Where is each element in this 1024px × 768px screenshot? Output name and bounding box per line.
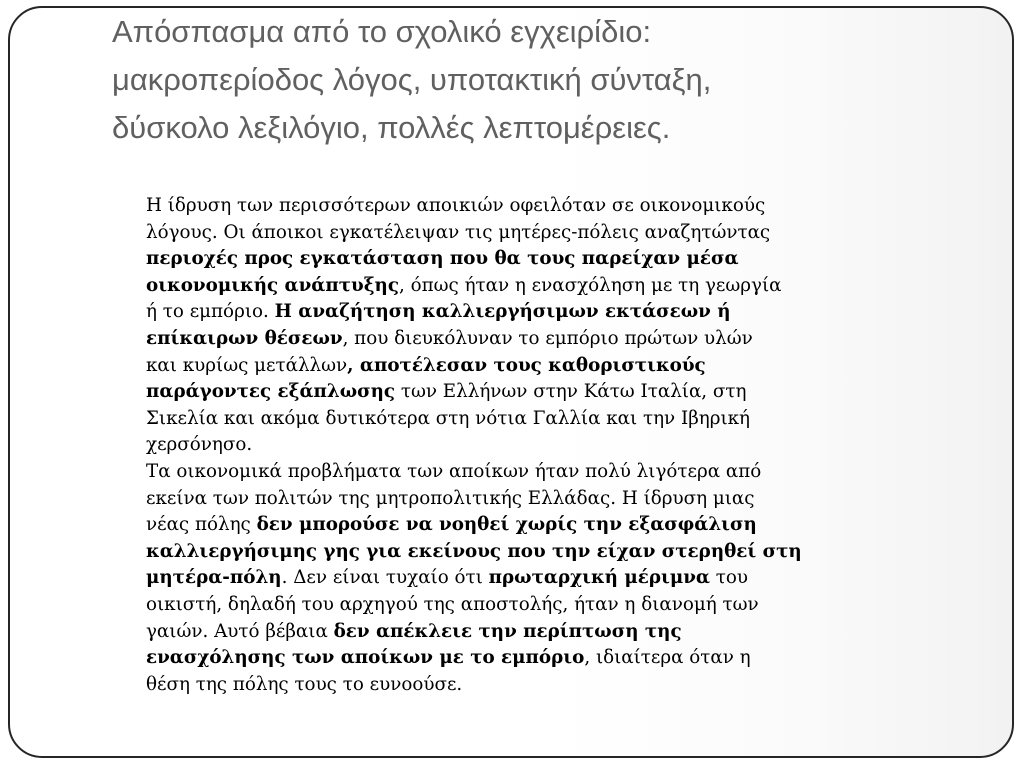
bold-phrase: , αποτέλεσαν τους καθοριστικούς [347,354,706,376]
text-run: θέση της πόλης τους το ευνοούσε. [146,673,463,695]
text-run: , που διευκόλυναν το εμπόριο πρώτων υλών [342,327,753,349]
bold-phrase: πρωταρχική μέριμνα [488,567,710,589]
slide-title-line: Απόσπασμα από το σχολικό εγχειρίδιο: [112,14,652,49]
text-run: Η ίδρυση των περισσότερων αποικιών οφειλόταν σε οικονομικούς [146,195,766,216]
excerpt-line [146,406,976,433]
bold-phrase: δεν απέκλειε την περίπτωση της [333,620,682,642]
text-run: του [709,567,749,589]
excerpt-line [146,672,976,699]
excerpt-line [146,619,976,646]
bold-phrase: καλλιεργήσιμης γης για εκείνους που την είχαν στερηθεί στη [146,540,802,562]
excerpt-line [146,459,976,486]
excerpt-line [146,645,976,672]
slide-title [112,8,1012,152]
slide-title-line: μακροπερίοδος λόγος, υποτακτική σύνταξη, [112,62,712,97]
bold-phrase: Η αναζήτηση καλλιεργήσιμων εκτάσεων ή [274,301,731,323]
text-run: . Δεν είναι τυχαίο ότι [281,567,489,589]
excerpt-line [146,220,976,247]
bold-phrase: μητέρα-πόλη [146,567,282,589]
excerpt-line [146,299,976,326]
text-run: Σικελία και ακόμα δυτικότερα στη νότια Γαλλία και την Ιβηρική [146,407,751,429]
text-run: λόγους. Οι άποικοι εγκατέλειψαν τις μητέρες-πόλεις αναζητώντας [146,221,771,243]
slide-title-line: δύσκολο λεξιλόγιο, πολλές λεπτομέρειες. [112,110,671,145]
excerpt-body [146,193,976,698]
text-run: οικιστή, δηλαδή του αρχηγού της αποστολής, ήταν η διανομή των [146,593,759,615]
text-run: των Ελλήνων στην Κάτω Ιταλία, στη [395,381,747,403]
bold-phrase: δεν μπορούσε να νοηθεί χωρίς την εξασφάλιση [256,514,757,536]
excerpt-line [146,592,976,619]
text-run: , όπως ήταν η ενασχόληση με τη γεωργία [398,274,782,296]
bold-phrase: περιοχές προς εγκατάσταση που θα τους παρείχαν μέσα [146,248,739,270]
bold-phrase: επίκαιρων θέσεων [146,327,343,349]
text-run: χερσόνησο. [146,434,253,456]
bold-phrase: οικονομικής ανάπτυξης [146,274,399,296]
excerpt-line [146,565,976,592]
text-run: και κυρίως μετάλλων [146,354,348,376]
excerpt-line [146,193,976,220]
bold-phrase: ενασχόλησης των αποίκων με το εμπόριο [146,647,585,669]
text-run: , ιδιαίτερα όταν η [584,647,751,669]
excerpt-line [146,486,976,513]
excerpt-line [146,273,976,300]
text-run: γαιών. Αυτό βέβαια [146,620,334,642]
slide-frame [8,6,1014,758]
text-run: εκείνα των πολιτών της μητροπολιτικής Ελλάδας. Η ίδρυση μιας [146,487,755,509]
excerpt-line [146,353,976,380]
excerpt-line [146,246,976,273]
excerpt-line [146,512,976,539]
text-run: Τα οικονομικά προβλήματα των αποίκων ήταν πολύ λιγότερα από [146,460,762,482]
text-run: ή το εμπόριο. [146,301,275,323]
excerpt-line [146,432,976,459]
excerpt-line [146,379,976,406]
excerpt-line [146,326,976,353]
text-run: νέας πόλης [146,514,257,536]
excerpt-line [146,539,976,566]
bold-phrase: παράγοντες εξάπλωσης [146,381,396,403]
